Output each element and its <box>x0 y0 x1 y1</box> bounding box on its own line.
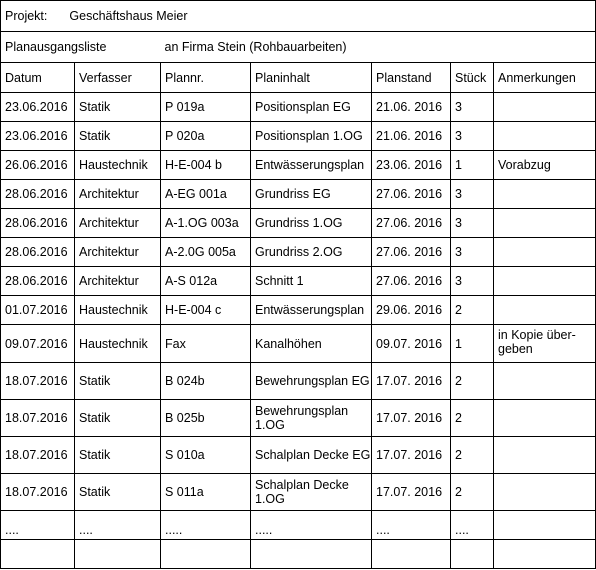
cell-verfasser: Statik <box>75 122 161 151</box>
cell-datum <box>1 540 75 569</box>
cell-planstand <box>372 540 451 569</box>
cell-stueck: 2 <box>451 296 494 325</box>
table-row <box>1 209 596 238</box>
project-label: Projekt: <box>5 9 48 23</box>
table-row <box>1 437 596 474</box>
cell-stueck <box>451 540 494 569</box>
cell-planstand: .... <box>372 511 451 540</box>
cell-planinhalt: ..... <box>251 511 372 540</box>
table-row <box>1 363 596 400</box>
table-row <box>1 122 596 151</box>
cell-planstand: 21.06. 2016 <box>372 93 451 122</box>
cell-stueck: 3 <box>451 122 494 151</box>
recipient: an Firma Stein (Rohbauarbeiten) <box>161 32 596 63</box>
cell-datum: 23.06.2016 <box>1 93 75 122</box>
cell-stueck: 2 <box>451 400 494 437</box>
table-row <box>1 511 596 540</box>
cell-planinhalt: Grundriss EG <box>251 180 372 209</box>
cell-planstand: 27.06. 2016 <box>372 267 451 296</box>
cell-planstand: 17.07. 2016 <box>372 363 451 400</box>
cell-datum: 28.06.2016 <box>1 209 75 238</box>
cell-anmerkungen <box>494 267 596 296</box>
cell-anmerkungen <box>494 540 596 569</box>
col-header-plannr: Plannr. <box>161 63 251 93</box>
col-header-planinhalt: Planinhalt <box>251 63 372 93</box>
cell-verfasser: Architektur <box>75 267 161 296</box>
cell-anmerkungen <box>494 511 596 540</box>
cell-plannr: A-1.OG 003a <box>161 209 251 238</box>
cell-plannr <box>161 540 251 569</box>
cell-planstand: 27.06. 2016 <box>372 180 451 209</box>
cell-plannr: S 011a <box>161 474 251 511</box>
list-title: Planausgangsliste <box>1 32 161 63</box>
cell-anmerkungen <box>494 180 596 209</box>
cell-planinhalt: Grundriss 2.OG <box>251 238 372 267</box>
col-header-datum: Datum <box>1 63 75 93</box>
cell-planinhalt: Bewehrungsplan EG <box>251 363 372 400</box>
table-row <box>1 93 596 122</box>
cell-datum: 01.07.2016 <box>1 296 75 325</box>
cell-datum: 28.06.2016 <box>1 238 75 267</box>
table-row <box>1 400 596 437</box>
column-header-row <box>1 63 596 93</box>
cell-planinhalt: Entwässerungsplan <box>251 151 372 180</box>
cell-stueck: 3 <box>451 180 494 209</box>
cell-anmerkungen <box>494 209 596 238</box>
cell-stueck: 3 <box>451 267 494 296</box>
cell-verfasser: Statik <box>75 400 161 437</box>
cell-datum: .... <box>1 511 75 540</box>
cell-planinhalt: Kanalhöhen <box>251 325 372 363</box>
cell-planinhalt: Bewehrungsplan 1.OG <box>251 400 372 437</box>
cell-anmerkungen: Vorabzug <box>494 151 596 180</box>
cell-stueck: .... <box>451 511 494 540</box>
cell-anmerkungen <box>494 363 596 400</box>
project-cell <box>1 1 596 32</box>
cell-datum: 26.06.2016 <box>1 151 75 180</box>
cell-datum: 28.06.2016 <box>1 267 75 296</box>
cell-anmerkungen <box>494 400 596 437</box>
cell-plannr: B 024b <box>161 363 251 400</box>
cell-anmerkungen <box>494 238 596 267</box>
cell-planstand: 09.07. 2016 <box>372 325 451 363</box>
cell-anmerkungen <box>494 474 596 511</box>
cell-datum: 23.06.2016 <box>1 122 75 151</box>
cell-planstand: 23.06. 2016 <box>372 151 451 180</box>
cell-stueck: 1 <box>451 151 494 180</box>
cell-datum: 28.06.2016 <box>1 180 75 209</box>
cell-planinhalt: Schnitt 1 <box>251 267 372 296</box>
cell-stueck: 3 <box>451 93 494 122</box>
cell-anmerkungen <box>494 296 596 325</box>
cell-planstand: 27.06. 2016 <box>372 209 451 238</box>
cell-verfasser: Haustechnik <box>75 151 161 180</box>
cell-planinhalt: Positionsplan EG <box>251 93 372 122</box>
cell-stueck: 3 <box>451 209 494 238</box>
cell-verfasser: .... <box>75 511 161 540</box>
cell-planstand: 17.07. 2016 <box>372 400 451 437</box>
cell-planinhalt: Schalplan Decke EG <box>251 437 372 474</box>
cell-planinhalt: Positionsplan 1.OG <box>251 122 372 151</box>
cell-planstand: 17.07. 2016 <box>372 437 451 474</box>
col-header-stueck: Stück <box>451 63 494 93</box>
cell-stueck: 2 <box>451 474 494 511</box>
cell-plannr: P 019a <box>161 93 251 122</box>
cell-verfasser: Statik <box>75 474 161 511</box>
cell-stueck: 1 <box>451 325 494 363</box>
cell-verfasser: Statik <box>75 363 161 400</box>
project-name: Geschäftshaus Meier <box>69 9 188 23</box>
cell-verfasser: Haustechnik <box>75 296 161 325</box>
cell-verfasser: Architektur <box>75 180 161 209</box>
cell-anmerkungen <box>494 122 596 151</box>
project-row <box>1 1 596 32</box>
cell-plannr: S 010a <box>161 437 251 474</box>
cell-plannr: P 020a <box>161 122 251 151</box>
table-row <box>1 325 596 363</box>
cell-anmerkungen: in Kopie über-geben <box>494 325 596 363</box>
cell-anmerkungen <box>494 437 596 474</box>
table-row <box>1 267 596 296</box>
cell-datum: 18.07.2016 <box>1 437 75 474</box>
cell-planinhalt: Schalplan Decke 1.OG <box>251 474 372 511</box>
cell-plannr: B 025b <box>161 400 251 437</box>
cell-plannr: A-S 012a <box>161 267 251 296</box>
cell-verfasser: Architektur <box>75 238 161 267</box>
cell-planstand: 17.07. 2016 <box>372 474 451 511</box>
table-row <box>1 180 596 209</box>
table-row <box>1 296 596 325</box>
table-row <box>1 474 596 511</box>
col-header-verfasser: Verfasser <box>75 63 161 93</box>
cell-plannr: A-2.0G 005a <box>161 238 251 267</box>
cell-plannr: A-EG 001a <box>161 180 251 209</box>
cell-plannr: Fax <box>161 325 251 363</box>
cell-plannr: H-E-004 b <box>161 151 251 180</box>
cell-stueck: 3 <box>451 238 494 267</box>
cell-datum: 18.07.2016 <box>1 363 75 400</box>
cell-stueck: 2 <box>451 363 494 400</box>
cell-verfasser <box>75 540 161 569</box>
cell-planinhalt: Entwässerungsplan <box>251 296 372 325</box>
col-header-planstand: Planstand <box>372 63 451 93</box>
cell-planinhalt: Grundriss 1.OG <box>251 209 372 238</box>
cell-datum: 18.07.2016 <box>1 474 75 511</box>
cell-anmerkungen <box>494 93 596 122</box>
cell-verfasser: Haustechnik <box>75 325 161 363</box>
cell-planstand: 27.06. 2016 <box>372 238 451 267</box>
cell-verfasser: Architektur <box>75 209 161 238</box>
table-row <box>1 151 596 180</box>
cell-plannr: ..... <box>161 511 251 540</box>
cell-verfasser: Statik <box>75 93 161 122</box>
cell-planstand: 29.06. 2016 <box>372 296 451 325</box>
col-header-anmerkungen: Anmerkungen <box>494 63 596 93</box>
list-title-row <box>1 32 596 63</box>
cell-planinhalt <box>251 540 372 569</box>
cell-planstand: 21.06. 2016 <box>372 122 451 151</box>
cell-datum: 09.07.2016 <box>1 325 75 363</box>
table-row <box>1 238 596 267</box>
cell-stueck: 2 <box>451 437 494 474</box>
table-row <box>1 540 596 569</box>
cell-datum: 18.07.2016 <box>1 400 75 437</box>
cell-plannr: H-E-004 c <box>161 296 251 325</box>
cell-verfasser: Statik <box>75 437 161 474</box>
